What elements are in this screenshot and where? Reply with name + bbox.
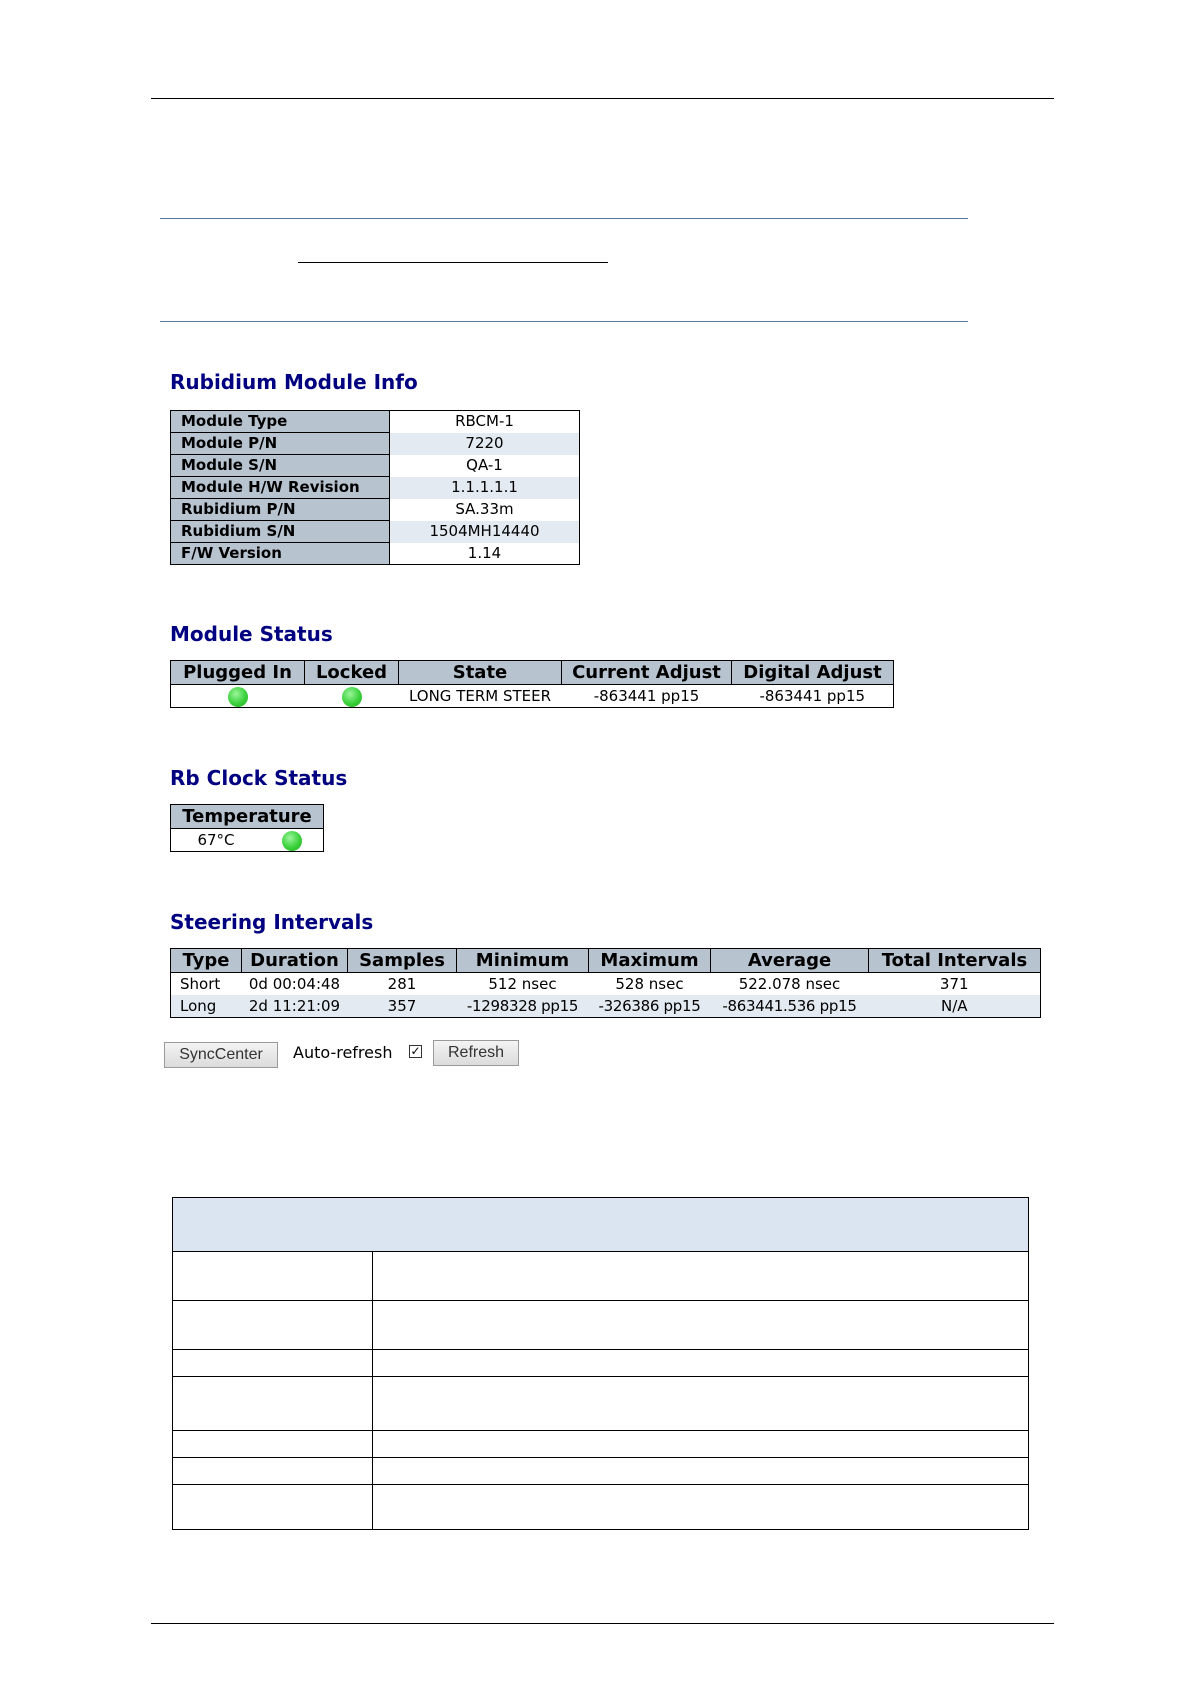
table-row	[171, 995, 1041, 1018]
table-row	[171, 829, 324, 852]
table-header-row	[171, 949, 1041, 973]
locked-cell	[305, 685, 399, 708]
minimum-header: Minimum	[457, 949, 589, 973]
state-header: State	[399, 661, 562, 685]
synccenter-button[interactable]: SyncCenter	[164, 1042, 278, 1068]
module-sn-value: QA-1	[466, 456, 503, 474]
table-row	[173, 1458, 1029, 1485]
type-cell: Short	[180, 975, 221, 993]
description-term-cell	[173, 1350, 373, 1377]
page-header-rule	[151, 98, 1054, 99]
total-intervals-cell: 371	[939, 975, 969, 993]
state-value: LONG TERM STEER	[408, 687, 552, 705]
samples-header: Samples	[348, 949, 457, 973]
table-row	[171, 477, 580, 499]
table-row	[173, 1431, 1029, 1458]
table-row	[173, 1485, 1029, 1530]
locked-status-led-icon	[342, 687, 362, 707]
samples-cell: 281	[387, 975, 417, 993]
section-rule-bottom	[160, 321, 968, 322]
average-header: Average	[711, 949, 869, 973]
module-hw-revision-label: Module H/W Revision	[171, 477, 390, 499]
auto-refresh-checkbox[interactable]: ✓	[410, 1044, 421, 1058]
description-text-cell	[373, 1377, 1029, 1431]
table-header-row	[171, 661, 894, 685]
auto-refresh-label: Auto-refresh	[293, 1043, 393, 1062]
rb-clock-status-table	[170, 804, 324, 852]
section-rule-top	[160, 218, 968, 219]
fw-version-value: 1.14	[467, 543, 502, 562]
maximum-cell: -326386 pp15	[589, 995, 711, 1018]
rubidium-pn-label: Rubidium P/N	[171, 499, 390, 521]
maximum-cell: 528 nsec	[615, 975, 684, 993]
module-sn-label: Module S/N	[171, 455, 390, 477]
temperature-value: 67°C	[197, 831, 235, 849]
maximum-header: Maximum	[589, 949, 711, 973]
table-row	[171, 973, 1041, 996]
plugged-in-cell	[171, 685, 305, 708]
rubidium-module-info-table	[170, 410, 580, 565]
digital-adjust-header: Digital Adjust	[732, 661, 894, 685]
rubidium-module-info-title: Rubidium Module Info	[170, 370, 418, 394]
description-text-cell	[373, 1252, 1029, 1301]
rubidium-pn-value: SA.33m	[455, 500, 514, 518]
rubidium-sn-label: Rubidium S/N	[171, 521, 390, 543]
description-term-cell	[173, 1377, 373, 1431]
short-underline	[298, 262, 608, 263]
description-text-cell	[373, 1458, 1029, 1485]
temperature-status-led-icon	[282, 831, 302, 851]
type-cell: Long	[171, 995, 242, 1018]
module-type-value: RBCM-1	[455, 412, 514, 431]
digital-adjust-value: -863441 pp15	[759, 687, 866, 705]
table-row	[171, 521, 580, 543]
steering-intervals-table	[170, 948, 1041, 1018]
refresh-button[interactable]: Refresh	[433, 1040, 519, 1066]
table-row	[173, 1350, 1029, 1377]
duration-cell: 2d 11:21:09	[242, 995, 348, 1018]
table-row	[173, 1377, 1029, 1431]
samples-cell: 357	[348, 995, 457, 1018]
current-adjust-value: -863441 pp15	[593, 687, 700, 705]
steering-intervals-title: Steering Intervals	[170, 910, 374, 934]
table-row	[171, 433, 580, 455]
description-text-cell	[373, 1485, 1029, 1530]
description-term-cell	[173, 1301, 373, 1350]
fw-version-label: F/W Version	[171, 543, 390, 565]
table-row	[171, 499, 580, 521]
description-table	[172, 1197, 1029, 1530]
table-row	[171, 685, 894, 708]
module-status-table	[170, 660, 894, 708]
minimum-cell: 512 nsec	[488, 975, 557, 993]
duration-header: Duration	[242, 949, 348, 973]
locked-header: Locked	[305, 661, 399, 685]
module-pn-label: Module P/N	[171, 433, 390, 455]
module-hw-revision-value: 1.1.1.1.1	[390, 477, 580, 499]
module-pn-value: 7220	[390, 433, 580, 455]
table-header-row	[171, 805, 324, 829]
total-intervals-header: Total Intervals	[869, 949, 1041, 973]
description-text-cell	[373, 1301, 1029, 1350]
description-table-header	[173, 1198, 1029, 1252]
duration-cell: 0d 00:04:48	[248, 975, 341, 993]
description-term-cell	[173, 1431, 373, 1458]
type-header: Type	[171, 949, 242, 973]
minimum-cell: -1298328 pp15	[457, 995, 589, 1018]
temperature-led-cell	[261, 829, 324, 852]
description-text-cell	[373, 1431, 1029, 1458]
description-header-cell	[173, 1198, 1029, 1252]
average-cell: 522.078 nsec	[738, 975, 841, 993]
plugged-in-status-led-icon	[228, 687, 248, 707]
description-term-cell	[173, 1485, 373, 1530]
table-row	[171, 543, 580, 565]
average-cell: -863441.536 pp15	[711, 995, 869, 1018]
module-type-label: Module Type	[171, 411, 390, 433]
table-row	[171, 455, 580, 477]
rb-clock-status-title: Rb Clock Status	[170, 766, 348, 790]
module-status-title: Module Status	[170, 622, 333, 646]
current-adjust-header: Current Adjust	[562, 661, 732, 685]
rubidium-sn-value: 1504MH14440	[390, 521, 580, 543]
description-term-cell	[173, 1252, 373, 1301]
plugged-in-header: Plugged In	[171, 661, 305, 685]
table-row	[173, 1252, 1029, 1301]
temperature-header: Temperature	[171, 805, 324, 829]
table-row	[173, 1301, 1029, 1350]
description-term-cell	[173, 1458, 373, 1485]
description-text-cell	[373, 1350, 1029, 1377]
page-footer-rule	[151, 1623, 1054, 1624]
table-row	[171, 411, 580, 433]
total-intervals-cell: N/A	[869, 995, 1041, 1018]
